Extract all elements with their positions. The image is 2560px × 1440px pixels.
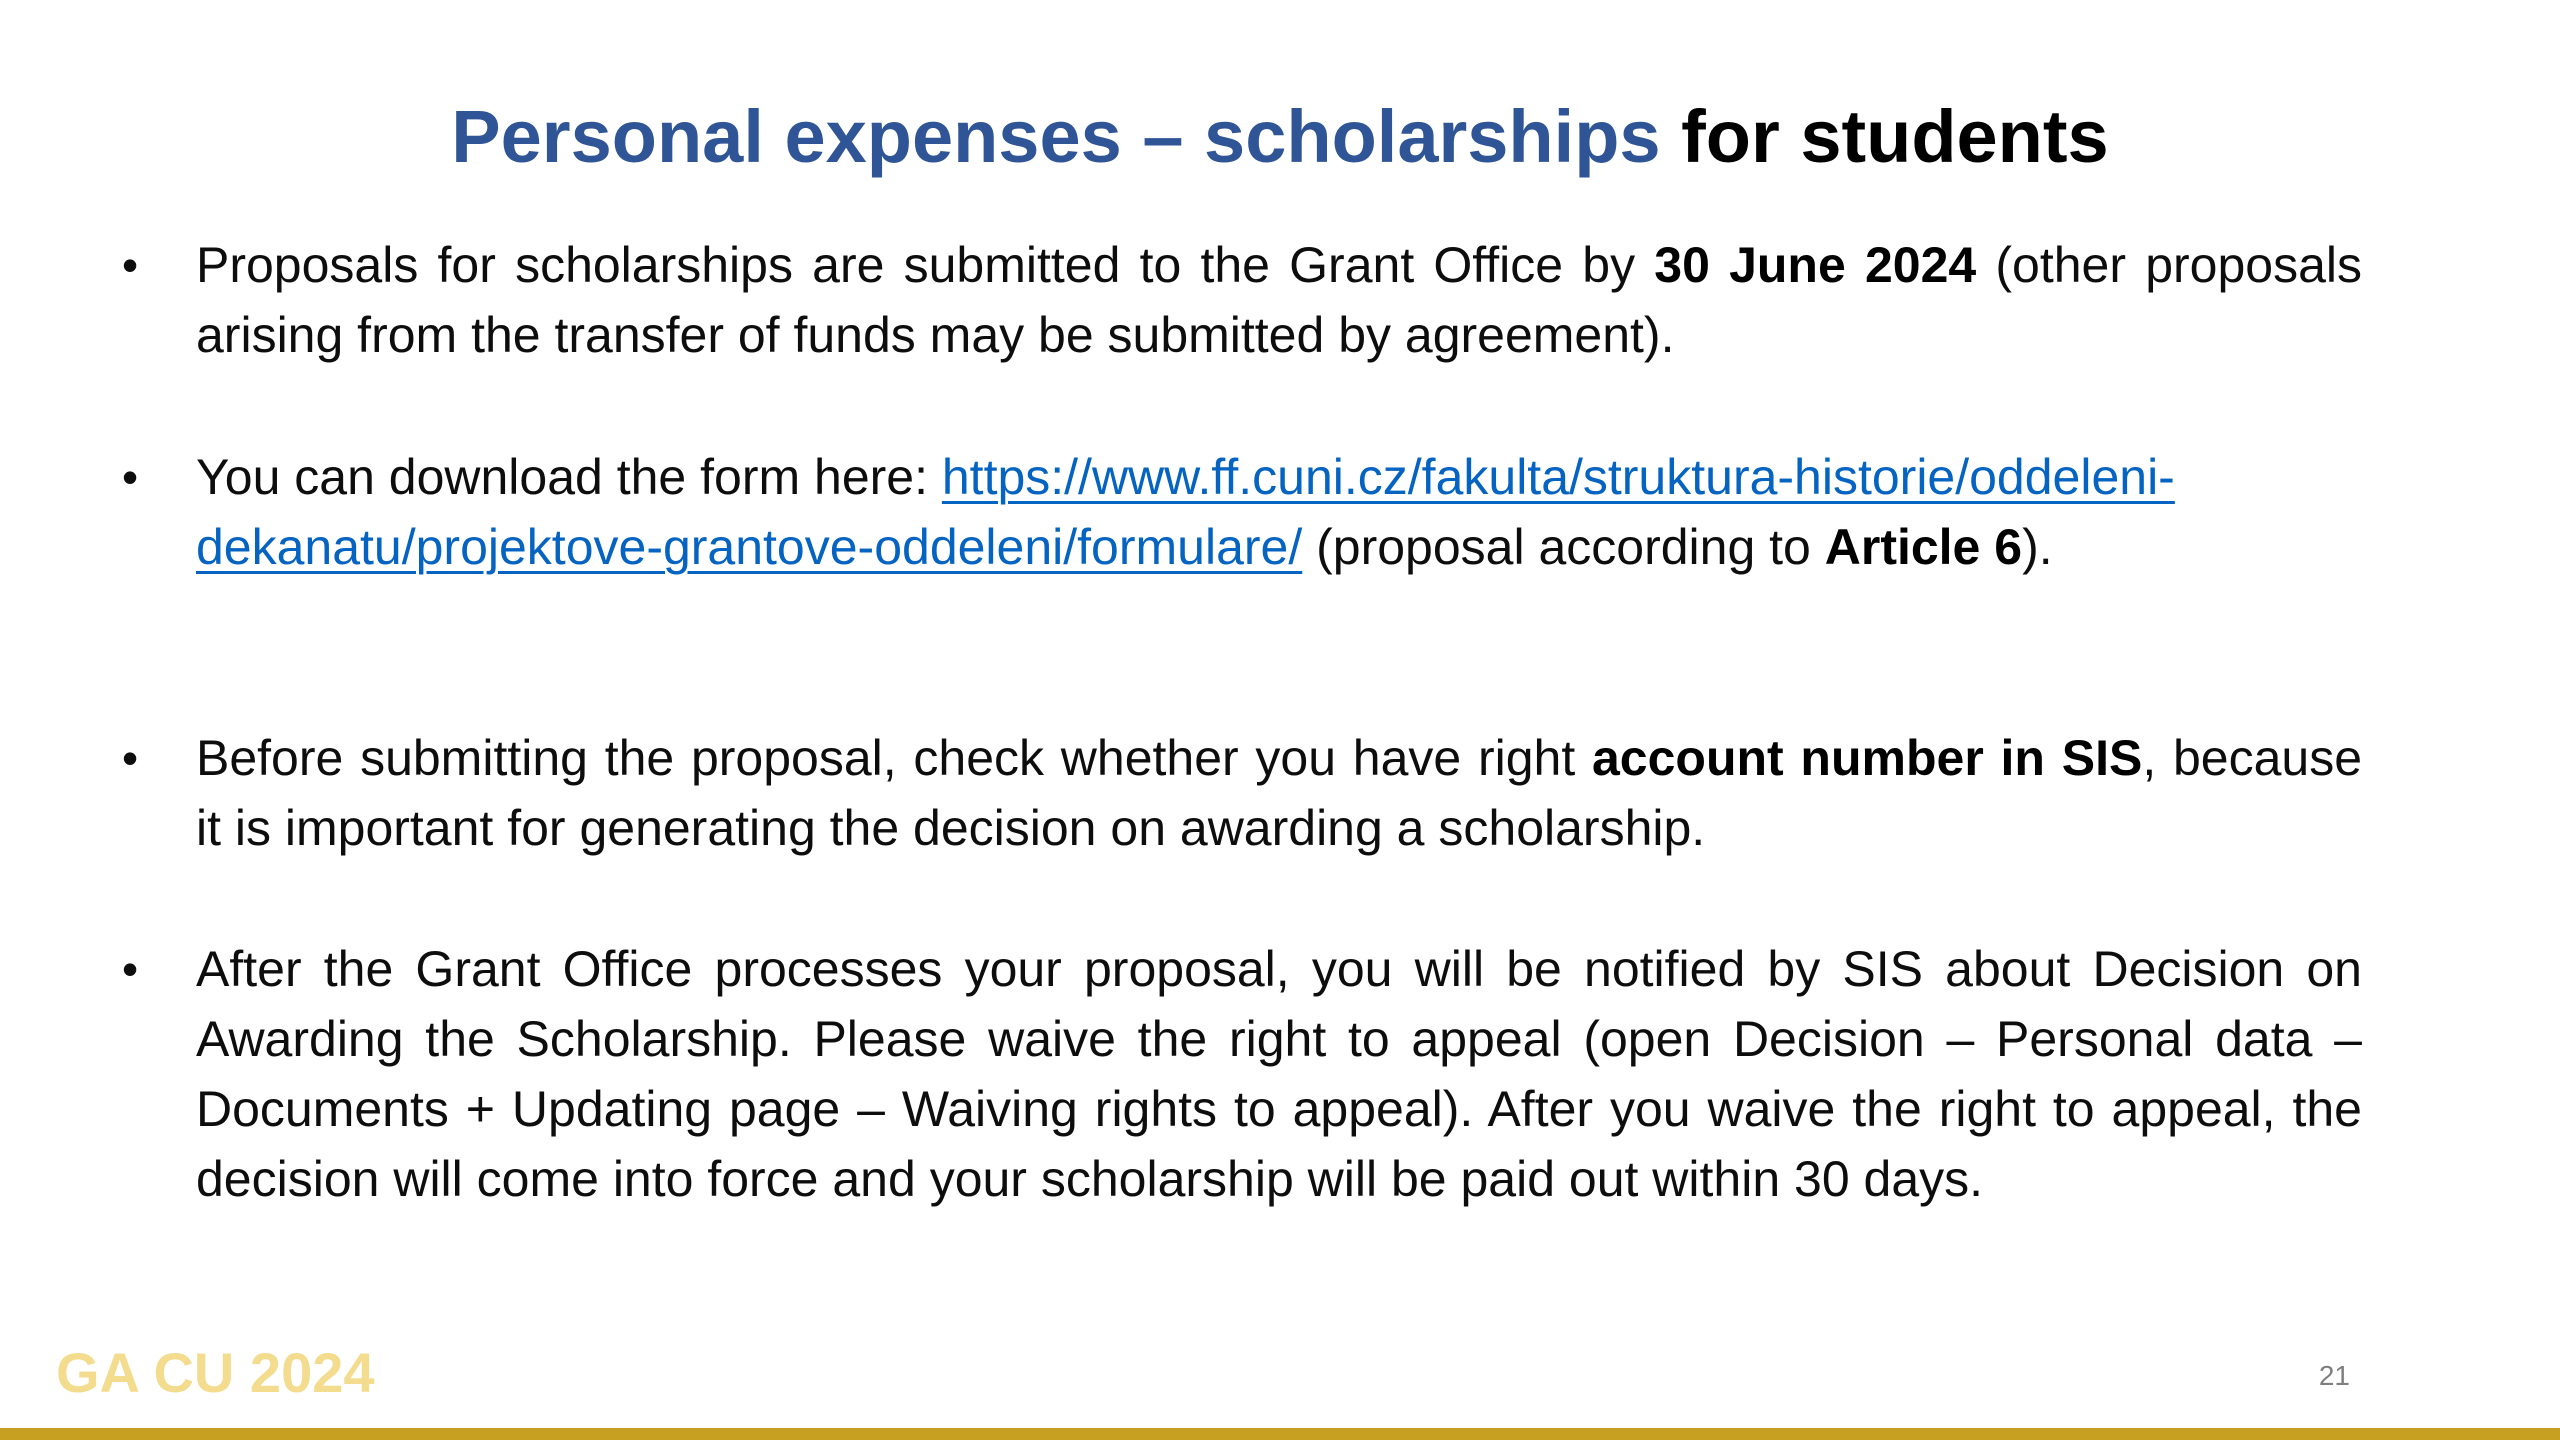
bullet-dot-icon: •	[122, 451, 139, 503]
bullet-text: Proposals for scholarships are submitted to the Grant Office by	[196, 237, 1655, 293]
bullet-text: You can download the form here:	[196, 449, 942, 505]
bullet-item-appeal-waiver	[122, 934, 2362, 1214]
bullet-dot-icon: •	[122, 732, 139, 784]
bullet-text: , because it is important for generating the decision on awarding a scholarship.	[196, 730, 2363, 856]
form-download-link[interactable]: https://www.ff.cuni.cz/fakulta/struktura-historie/oddeleni-dekanatu/projektove-grantove-oddeleni/formulare/	[196, 449, 2175, 575]
account-number-emphasis: account number in SIS	[1591, 730, 2143, 786]
bullet-text: ).	[2022, 519, 2053, 575]
bullet-item-deadline	[122, 230, 2362, 370]
footer-bar	[0, 1428, 2560, 1440]
bullet-dot-icon: •	[122, 943, 139, 995]
footer-label: GA CU 2024	[56, 1341, 375, 1404]
slide-title	[0, 92, 2560, 182]
bullet-text: (proposal according to	[1302, 519, 1825, 575]
bullet-item-account-number	[122, 723, 2362, 863]
slide-title-rest: for students	[1681, 95, 2109, 178]
bullet-item-form-download	[122, 442, 2362, 582]
page-number: 21	[2318, 1360, 2350, 1391]
deadline-date: 30 June 2024	[1654, 237, 1977, 293]
bullet-dot-icon: •	[122, 239, 139, 291]
article-reference: Article 6	[1824, 519, 2023, 575]
slide-title-highlight: Personal expenses – scholarships	[451, 95, 1661, 178]
bullet-text: Before submitting the proposal, check whether you have right	[196, 730, 1592, 786]
bullet-text: After the Grant Office processes your proposal, you will be notified by SIS about Decision on Awarding the Scholarship. Please waive the right to appeal (open Decision – Personal data – Documents + Updating page – Waiving rights to appeal). After you waive the right to appeal, the decision will come into force and your scholarship will be paid out within 30 days.	[196, 941, 2362, 1207]
bullet-text: (other proposals arising from the transfer of funds may be submitted by agreement).	[196, 237, 2362, 363]
